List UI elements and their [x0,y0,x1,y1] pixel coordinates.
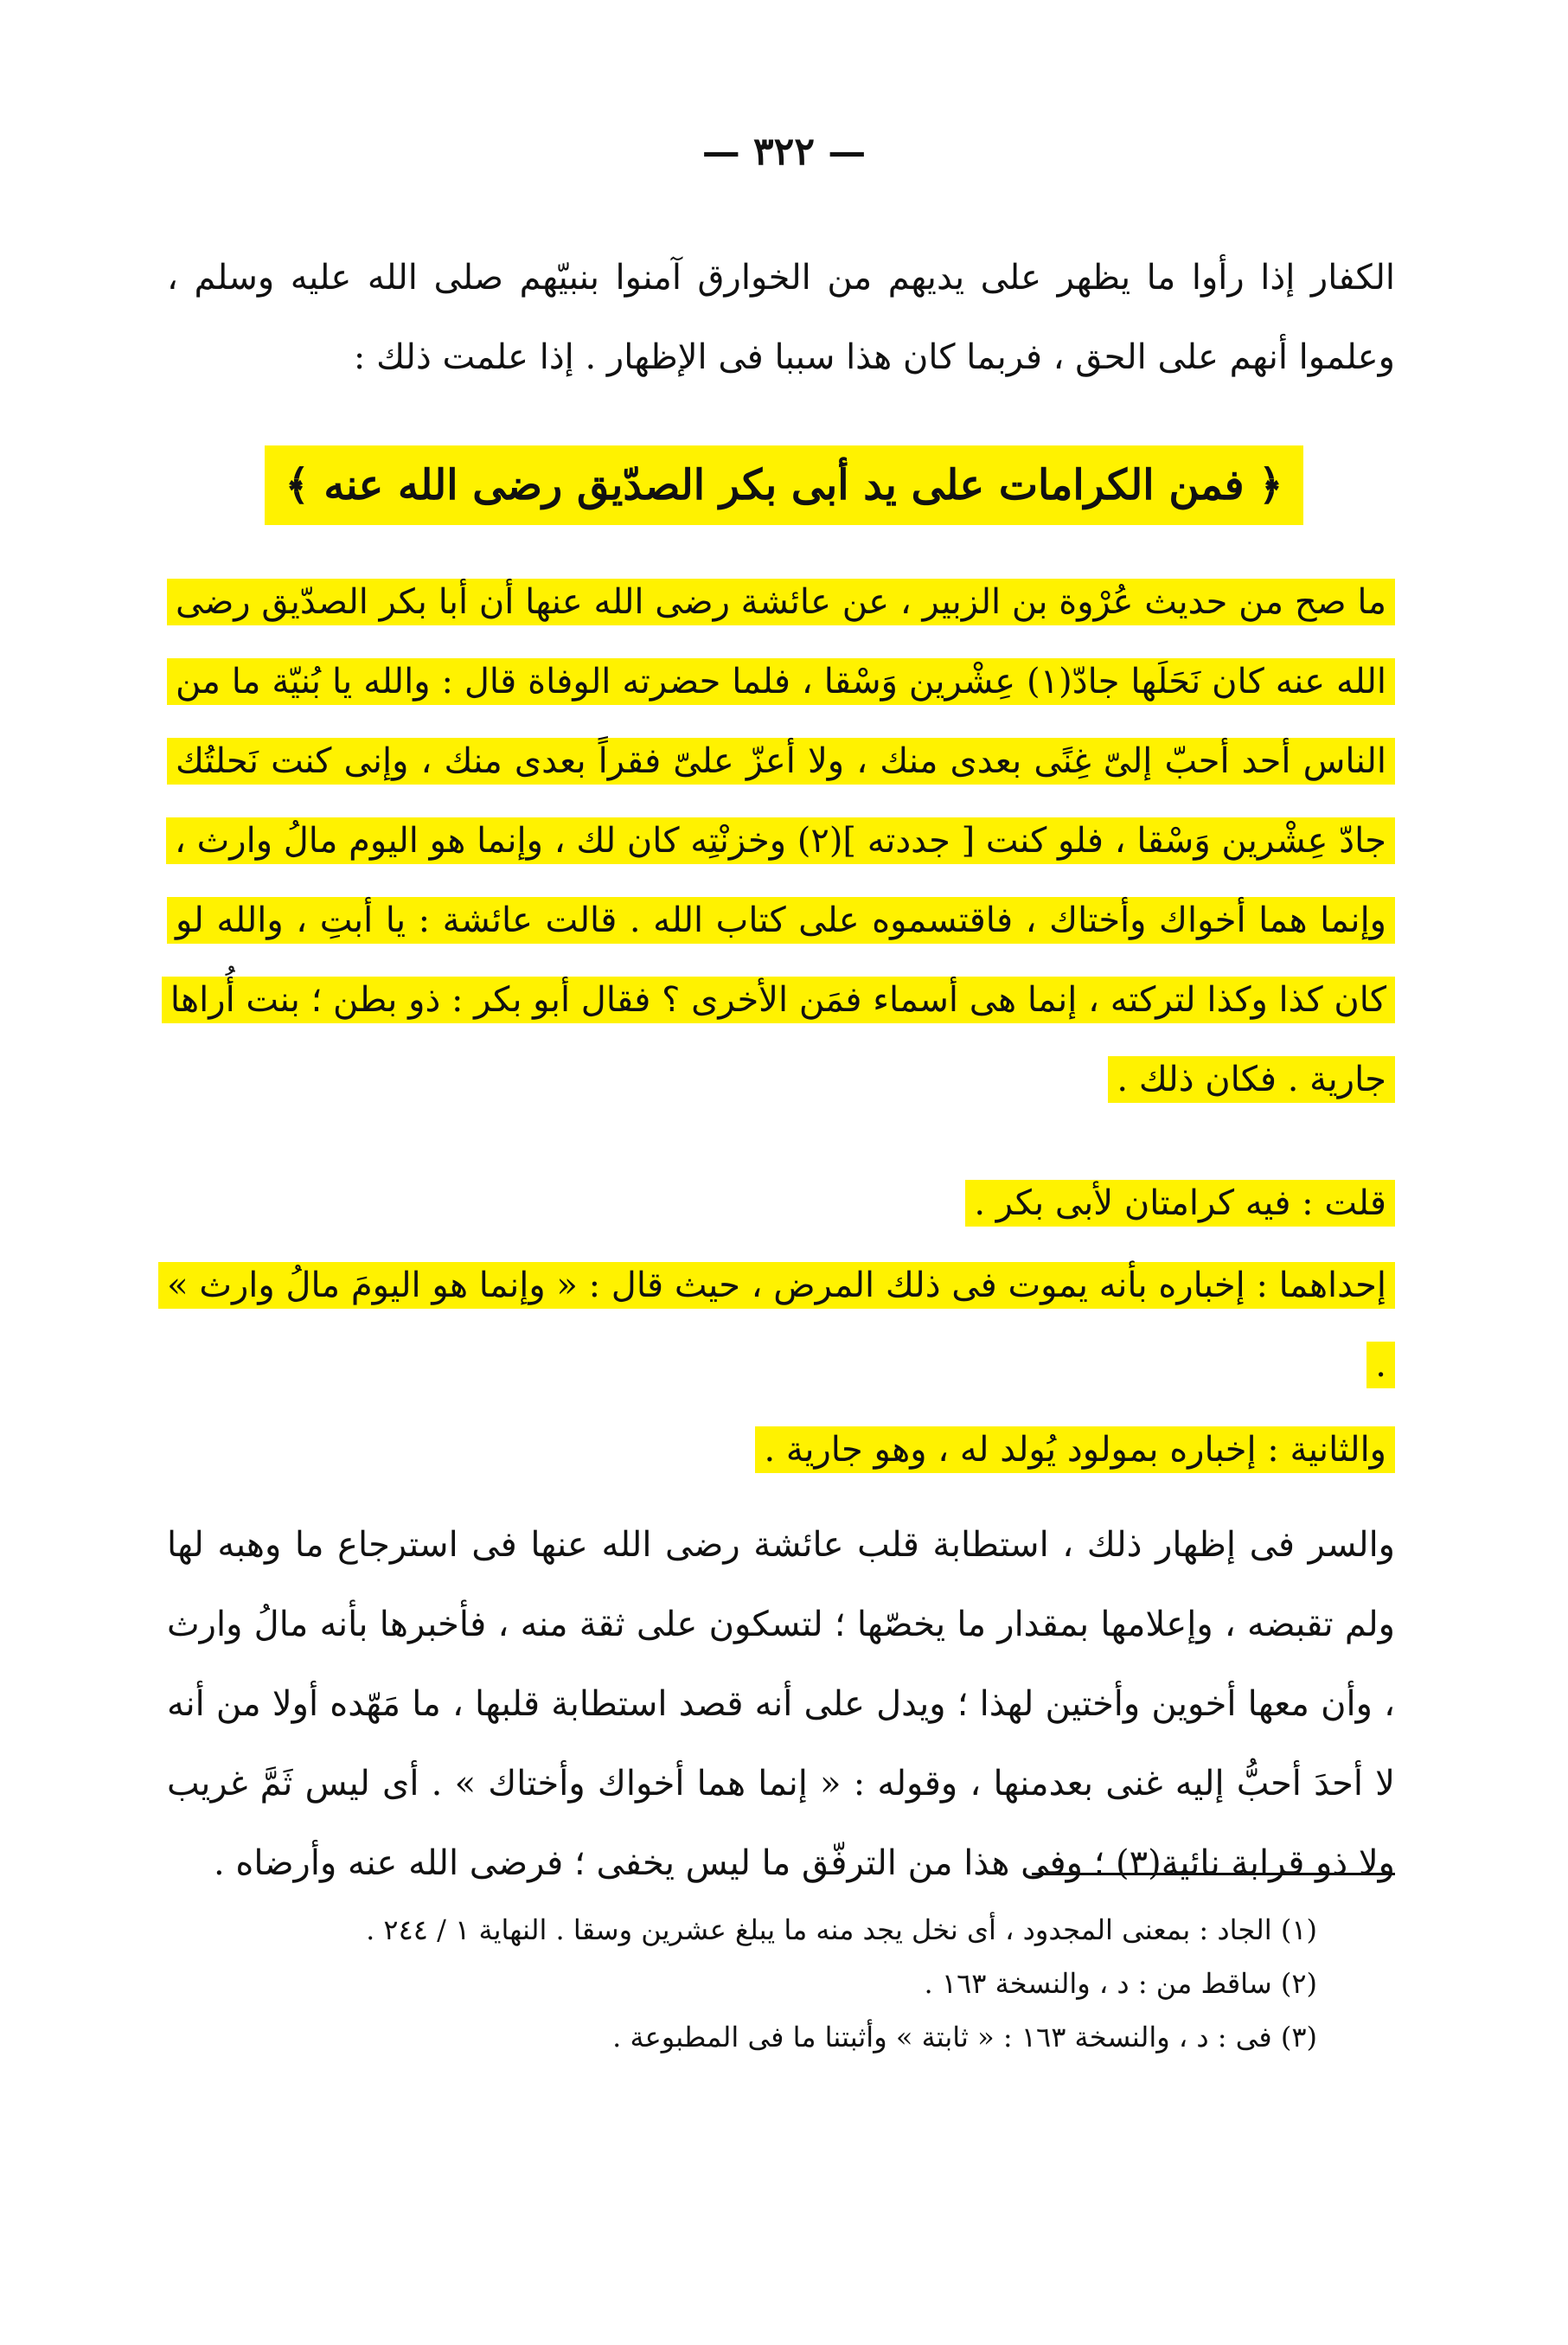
first-karama-text: إحداهما : إخباره بأنه يموت فى ذلك المرض ، حيث قال : « وإنما هو اليومَ مالُ وارث » . [158,1262,1395,1388]
footnote-divider [1032,1873,1395,1875]
second-karama-paragraph [167,1410,1395,1490]
closing-paragraph [167,1505,1395,1903]
second-karama-text: والثانية : إخباره بمولود يُولد له ، وهو جارية . [755,1426,1395,1473]
intro-text: الكفار إذا رأوا ما يظهر على يديهم من الخوارق آمنوا بنبيّهم صلى الله عليه وسلم ، وعلموا أنهم على الحق ، فربما كان هذا سببا فى الإظهار . إذا علمت ذلك : [167,258,1395,377]
hadith-paragraph [167,562,1395,1119]
intro-paragraph [167,238,1395,397]
footnote-3: (٣) فى : د ، والنسخة ١٦٣ : « ثابتة » وأثبتنا ما فى المطبوعة . [612,2021,1317,2053]
page-number: — ٣٢٢ — [701,130,867,174]
hadith-text: ما صح من حديث عُرْوة بن الزبير ، عن عائشة رضى الله عنها أن أبا بكر الصدّيق رضى الله عنه كان نَحَلَها جادّ(١) عِشْرين وَسْقا ، فلما حضرته الوفاة قال : والله يا بُنيّة ما من الناس أحد أحبّ إلىّ غِنًى بعدى منك ، ولا أعزّ علىّ فقراً بعدى منك ، وإنى كنت نَحلتُك جادّ عِشْرين وَسْقا ، فلو كنت [ جددته ](٢) وخزنْتِه كان لك ، وإنما هو اليوم مالُ وارث ، وإنما هما أخواك وأختاك ، فاقتسموه على كتاب الله . قالت عائشة : يا أبتِ ، والله لو كان كذا وكذا لتركته ، إنما هى أسماء فمَن الأخرى ؟ فقال أبو بكر : ذو بطن ؛ بنت أُراها جارية . فكان ذلك . [162,579,1395,1103]
closing-text: والسر فى إظهار ذلك ، استطابة قلب عائشة رضى الله عنها فى استرجاع ما وهبه لها ولم تقبضه ، وإعلامها بمقدار ما يخصّها ؛ لتسكون على ثقة منه ، فأخبرها بأنه مالُ وارث ، وأن معها أخوين وأختين لهذا ؛ ويدل على أنه قصد استطابة قلبها ، ما مَهّده أولا من أنه لا أحدَ أحبُّ إليه غنى بعدمنها ، وقوله : « إنما هما أخواك وأختاك » . أى ليس ثَمَّ غريب ولا ذو قرابة نائية(٣) ؛ وفى هذا من الترفّق ما ليس يخفى ؛ فرضى الله عنه وأرضاه . [167,1525,1395,1883]
karamat-intro-text: قلت : فيه كرامتان لأبى بكر . [965,1180,1395,1227]
section-heading-text: ﴿ فمن الكرامات على يد أبى بكر الصدّيق رضى الله عنه ﴾ [265,445,1304,525]
footnote-1: (١) الجاد : بمعنى المجدود ، أى نخل يجد منه ما يبلغ عشرين وسقا . النهاية ١ / ٢٤٤ . [366,1913,1317,1946]
first-karama-paragraph [167,1246,1395,1405]
karamat-intro-paragraph [167,1163,1395,1243]
section-heading [0,445,1568,525]
footnote-2: (٢) ساقط من : د ، والنسخة ١٦٣ . [924,1967,1317,2000]
footnotes [167,1903,1317,2064]
